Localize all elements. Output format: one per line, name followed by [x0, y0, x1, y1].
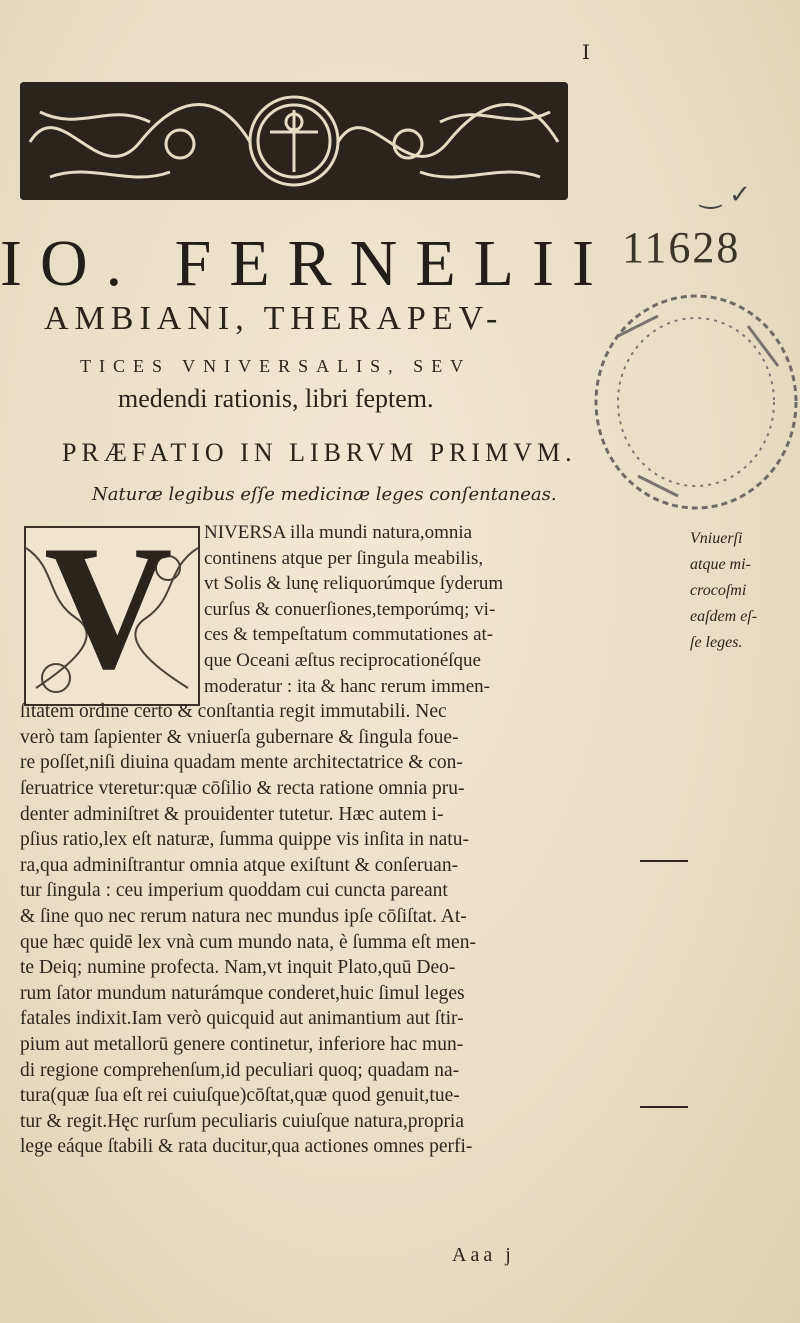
margin-note: crocoſmi — [690, 582, 747, 599]
body-line: pium aut metallorū genere continetur, inferiore hac mun- — [20, 1034, 464, 1055]
margin-note: Vniuerſi — [690, 530, 743, 547]
margin-rule — [640, 1106, 688, 1108]
ornamental-drop-cap — [24, 526, 200, 706]
body-line: & ſine quo nec rerum natura nec mundus ipſe cōſiſtat. At- — [20, 906, 467, 927]
body-line: tur & regit.Hęc rurſum peculiaris cuiuſque natura,propria — [20, 1110, 465, 1132]
preface-heading: PRÆFATIO IN LIBRVM PRIMVM. — [62, 438, 577, 467]
signature-mark: Aaa j — [452, 1244, 515, 1266]
body-line: tur ſingula : ceu imperium quoddam cui cuncta pareant — [20, 880, 448, 902]
body-line: que hæc quidē lex vnà cum mundo nata, è ſumma eſt men- — [20, 931, 476, 953]
body-line: continens atque per ſingula meabilis, — [204, 547, 484, 569]
handwritten-shelf-number: 11628 — [622, 223, 741, 272]
ornamental-headpiece — [20, 82, 568, 200]
body-line: NIVERSA illa mundi natura,omnia — [204, 522, 473, 543]
body-line: lege eáque ſtabili & rata ducitur,qua actiones omnes perfi- — [20, 1136, 473, 1158]
margin-note: eaſdem eſ- — [690, 608, 758, 625]
body-line: rum ſator mundum naturámque conderet,huic ſimul leges — [20, 982, 465, 1004]
body-line: ſitatem ordine certo & conſtantia regit immutabili. Nec — [20, 701, 447, 723]
drop-cap-letter: V — [44, 526, 173, 706]
title-line-4: medendi rationis, libri feptem. — [118, 384, 434, 413]
body-line: verò tam ſapienter & vniuerſa gubernare & ſingula foue- — [20, 726, 459, 748]
body-line: ces & tempeſtatum commutationes at- — [204, 624, 494, 646]
body-line: denter adminiſtret & prouidenter tutetur. Hæc autem i- — [20, 803, 444, 825]
folio-number: I — [582, 40, 590, 64]
body-line: pſius ratio,lex eſt naturæ, ſumma quippe vis inſita in natu- — [20, 829, 469, 851]
margin-note: ſe leges. — [690, 634, 743, 651]
body-line: vt Solis & lunę reliquorúmque ſyderum — [204, 573, 504, 595]
body-line: fatales indixit.Iam verò quicquid aut animantium aut ſtir- — [20, 1008, 464, 1030]
title-line-2: AMBIANI, THERAPEV- — [44, 300, 504, 337]
body-line: te Deiq; numine profecta. Nam,vt inquit Plato,quū Deo- — [20, 957, 456, 979]
body-line: tura(quæ ſua eſt rei cuiuſque)cōſtat,quæ quod genuit,tue- — [20, 1085, 460, 1107]
body-line: ſeruatrice vteretur:quæ cōſilio & recta ratione omnia pru- — [20, 778, 465, 799]
handwritten-mark: ‿ ✓ — [700, 180, 751, 210]
margin-note: atque mi- — [690, 556, 751, 573]
body-line: que Oceani æſtus reciprocationéſque — [204, 650, 481, 671]
body-line: moderatur : ita & hanc rerum immen- — [204, 675, 490, 697]
library-stamp — [578, 276, 800, 516]
margin-rule — [640, 860, 688, 862]
body-line: ra,qua adminiſtrantur omnia atque exiſtunt & conſeruan- — [20, 854, 459, 876]
preface-subtitle: Naturæ legibus eſſe medicinæ leges conſentaneas. — [92, 484, 557, 505]
author-title: IO. FERNELII — [0, 227, 612, 300]
title-line-3: TICES VNIVERSALIS, SEV — [80, 356, 472, 376]
body-line: re poſſet,niſi diuina quadam mente architectatrice & con- — [20, 752, 463, 774]
body-line: di regione comprehenſum,id peculiari quoq; quadam na- — [20, 1059, 460, 1081]
body-line: curſus & conuerſiones,temporúmq; vi- — [204, 598, 496, 620]
